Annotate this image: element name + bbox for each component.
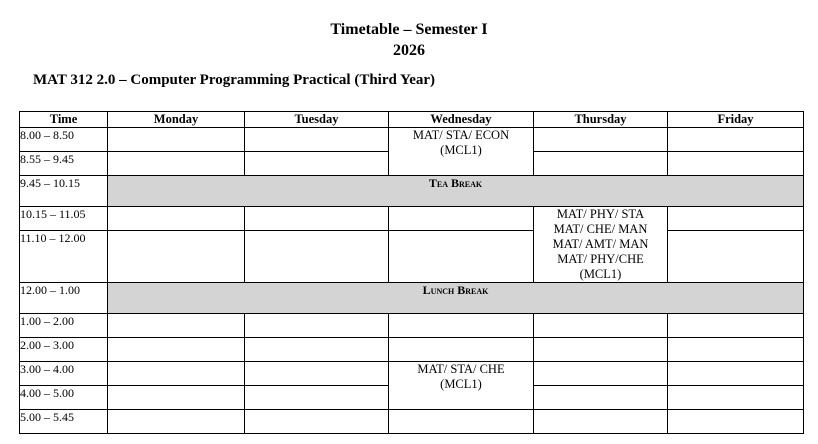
empty-cell — [245, 128, 389, 152]
table-row — [20, 207, 804, 231]
empty-cell — [668, 314, 804, 338]
time-cell: 11.10 – 12.00 — [20, 231, 108, 283]
empty-cell — [108, 386, 245, 410]
empty-cell — [668, 207, 804, 231]
empty-cell — [534, 362, 668, 386]
header-thursday: Thursday — [534, 112, 668, 128]
empty-cell — [534, 338, 668, 362]
empty-cell — [108, 128, 245, 152]
slot-wednesday-afternoon — [389, 362, 534, 410]
slot-wednesday-morning — [389, 128, 534, 176]
table-row — [20, 362, 804, 386]
empty-cell — [534, 128, 668, 152]
empty-cell — [245, 362, 389, 386]
timetable — [19, 111, 804, 434]
empty-cell — [108, 338, 245, 362]
page-title: Timetable – Semester I — [330, 21, 488, 38]
slot-line: (MCL1) — [579, 267, 622, 281]
empty-cell — [668, 338, 804, 362]
empty-cell — [389, 207, 534, 231]
empty-cell — [245, 338, 389, 362]
empty-cell — [534, 314, 668, 338]
slot-line: MAT/ AMT/ MAN — [552, 237, 649, 251]
time-cell: 5.00 – 5.45 — [20, 410, 108, 434]
header-wednesday: Wednesday — [389, 112, 534, 128]
empty-cell — [668, 386, 804, 410]
empty-cell — [245, 231, 389, 283]
table-row — [20, 176, 804, 207]
time-cell: 12.00 – 1.00 — [20, 283, 108, 314]
time-cell: 9.45 – 10.15 — [20, 176, 108, 207]
empty-cell — [245, 314, 389, 338]
empty-cell — [108, 410, 245, 434]
empty-cell — [108, 207, 245, 231]
header-tuesday: Tuesday — [245, 112, 389, 128]
table-row — [20, 283, 804, 314]
empty-cell — [389, 314, 534, 338]
empty-cell — [108, 152, 245, 176]
time-cell: 2.00 – 3.00 — [20, 338, 108, 362]
empty-cell — [245, 386, 389, 410]
empty-cell — [668, 152, 804, 176]
slot-line: (MCL1) — [440, 377, 482, 391]
empty-cell — [668, 362, 804, 386]
course-title: MAT 312 2.0 – Computer Programming Practical (Third Year) — [33, 72, 436, 88]
slot-line: MAT/ CHE/ MAN — [553, 222, 648, 236]
time-cell: 10.15 – 11.05 — [20, 207, 108, 231]
empty-cell — [534, 410, 668, 434]
tea-break: Tea Break — [108, 176, 804, 207]
empty-cell — [668, 128, 804, 152]
lunch-break: Lunch Break — [108, 283, 804, 314]
slot-line: MAT/ STA/ ECON — [412, 128, 510, 142]
empty-cell — [245, 207, 389, 231]
empty-cell — [668, 410, 804, 434]
empty-cell — [108, 231, 245, 283]
empty-cell — [389, 338, 534, 362]
table-row — [20, 231, 804, 283]
empty-cell — [534, 386, 668, 410]
slot-thursday-late-morning — [534, 207, 668, 283]
empty-cell — [389, 231, 534, 283]
table-row — [20, 128, 804, 152]
table-row — [20, 314, 804, 338]
time-cell: 8.55 – 9.45 — [20, 152, 108, 176]
slot-line: (MCL1) — [440, 143, 482, 157]
page-year: 2026 — [393, 42, 425, 59]
time-cell: 1.00 – 2.00 — [20, 314, 108, 338]
empty-cell — [668, 231, 804, 283]
header-friday: Friday — [668, 112, 804, 128]
slot-line: MAT/ STA/ CHE — [417, 362, 505, 376]
empty-cell — [108, 314, 245, 338]
slot-line: MAT/ PHY/ STA — [556, 207, 645, 221]
empty-cell — [108, 362, 245, 386]
empty-cell — [245, 410, 389, 434]
empty-cell — [245, 152, 389, 176]
slot-line: MAT/ PHY/CHE — [557, 252, 644, 266]
header-monday: Monday — [108, 112, 245, 128]
empty-cell — [389, 410, 534, 434]
empty-cell — [534, 152, 668, 176]
table-row — [20, 338, 804, 362]
time-cell: 8.00 – 8.50 — [20, 128, 108, 152]
table-row — [20, 410, 804, 434]
time-cell: 4.00 – 5.00 — [20, 386, 108, 410]
header-row — [20, 112, 804, 128]
time-cell: 3.00 – 4.00 — [20, 362, 108, 386]
header-time: Time — [20, 112, 108, 128]
